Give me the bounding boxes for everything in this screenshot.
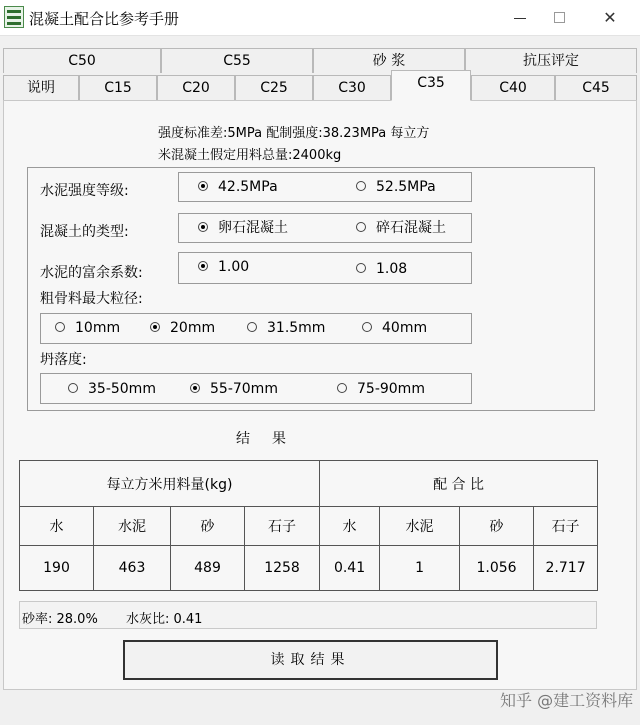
minimize-icon [514, 18, 526, 19]
value-cell: 1258 [245, 546, 320, 591]
value-cell: 489 [171, 546, 245, 591]
tab-compression-eval[interactable]: 抗压评定 [465, 48, 637, 73]
tab-instructions[interactable]: 说明 [3, 75, 79, 100]
read-results-button[interactable]: 读取结果 [123, 640, 498, 680]
tab-c50[interactable]: C50 [3, 48, 161, 73]
radio-empty-icon [356, 181, 366, 191]
tab-c45[interactable]: C45 [555, 75, 637, 100]
watermark: 知乎 @建工资料库 [500, 691, 634, 710]
water-cement-ratio-text: 水灰比: 0.41 [126, 612, 203, 627]
info-line-2: 米混凝土假定用料总量:2400kg [158, 148, 342, 163]
tab-c35[interactable]: C35 [391, 70, 471, 101]
per-cubic-meter-header: 每立方米用料量(kg) [20, 461, 320, 507]
window-title: 混凝土配合比参考手册 [29, 10, 180, 28]
slump-label: 坍落度: [40, 352, 87, 368]
column-header: 石子 [245, 507, 320, 546]
tab-c25[interactable]: C25 [235, 75, 313, 100]
radio-slump-35-50[interactable]: 35-50mm [68, 381, 156, 397]
radio-empty-icon [68, 383, 78, 393]
radio-aggregate-31-5mm[interactable]: 31.5mm [247, 320, 325, 336]
radio-crushed-stone-concrete[interactable]: 碎石混凝土 [356, 220, 446, 236]
radio-pebble-concrete[interactable]: 卵石混凝土 [198, 220, 288, 236]
radio-selected-icon [150, 322, 160, 332]
value-cell: 0.41 [320, 546, 380, 591]
column-header: 砂 [171, 507, 245, 546]
cement-grade-label: 水泥强度等级: [40, 183, 129, 199]
concrete-type-label: 混凝土的类型: [40, 224, 129, 240]
radio-cement-52-5[interactable]: 52.5MPa [356, 179, 436, 195]
minimize-button[interactable] [500, 4, 540, 32]
radio-coef-1-00[interactable]: 1.00 [198, 259, 249, 275]
results-table [19, 460, 598, 591]
tab-mortar[interactable]: 砂 浆 [313, 48, 465, 73]
radio-slump-75-90[interactable]: 75-90mm [337, 381, 425, 397]
radio-selected-icon [198, 261, 208, 271]
column-header: 砂 [460, 507, 534, 546]
column-header: 水泥 [380, 507, 460, 546]
radio-aggregate-10mm[interactable]: 10mm [55, 320, 120, 336]
column-header: 水 [20, 507, 94, 546]
radio-empty-icon [356, 222, 366, 232]
radio-empty-icon [337, 383, 347, 393]
radio-aggregate-20mm[interactable]: 20mm [150, 320, 215, 336]
radio-selected-icon [198, 222, 208, 232]
radio-coef-1-08[interactable]: 1.08 [356, 261, 407, 277]
maximize-icon [554, 12, 565, 23]
aggregate-size-label: 粗骨料最大粒径: [40, 291, 143, 307]
column-header: 石子 [534, 507, 598, 546]
info-line-1: 强度标准差:5MPa 配制强度:38.23MPa 每立方 [158, 126, 430, 141]
sand-ratio-text: 砂率: 28.0% [22, 612, 98, 627]
tab-c30[interactable]: C30 [313, 75, 391, 100]
tab-c20[interactable]: C20 [157, 75, 235, 100]
close-button[interactable] [590, 4, 630, 32]
title-bar [0, 0, 640, 36]
mix-ratio-header: 配 合 比 [320, 461, 598, 507]
radio-cement-42-5[interactable]: 42.5MPa [198, 179, 278, 195]
value-cell: 190 [20, 546, 94, 591]
column-header: 水泥 [94, 507, 171, 546]
radio-aggregate-40mm[interactable]: 40mm [362, 320, 427, 336]
radio-empty-icon [55, 322, 65, 332]
column-header: 水 [320, 507, 380, 546]
value-cell: 1 [380, 546, 460, 591]
surplus-coef-label: 水泥的富余系数: [40, 265, 143, 281]
value-cell: 463 [94, 546, 171, 591]
radio-empty-icon [356, 263, 366, 273]
maximize-button[interactable] [540, 4, 580, 32]
tab-c15[interactable]: C15 [79, 75, 157, 100]
value-cell: 1.056 [460, 546, 534, 591]
radio-empty-icon [362, 322, 372, 332]
radio-empty-icon [247, 322, 257, 332]
radio-selected-icon [190, 383, 200, 393]
value-cell: 2.717 [534, 546, 598, 591]
tab-c55[interactable]: C55 [161, 48, 313, 73]
radio-selected-icon [198, 181, 208, 191]
radio-slump-55-70[interactable]: 55-70mm [190, 381, 278, 397]
tab-c40[interactable]: C40 [471, 75, 555, 100]
app-icon [4, 6, 24, 28]
status-bar [19, 601, 597, 629]
close-icon: ✕ [603, 8, 617, 27]
results-title: 结果 [236, 431, 308, 447]
